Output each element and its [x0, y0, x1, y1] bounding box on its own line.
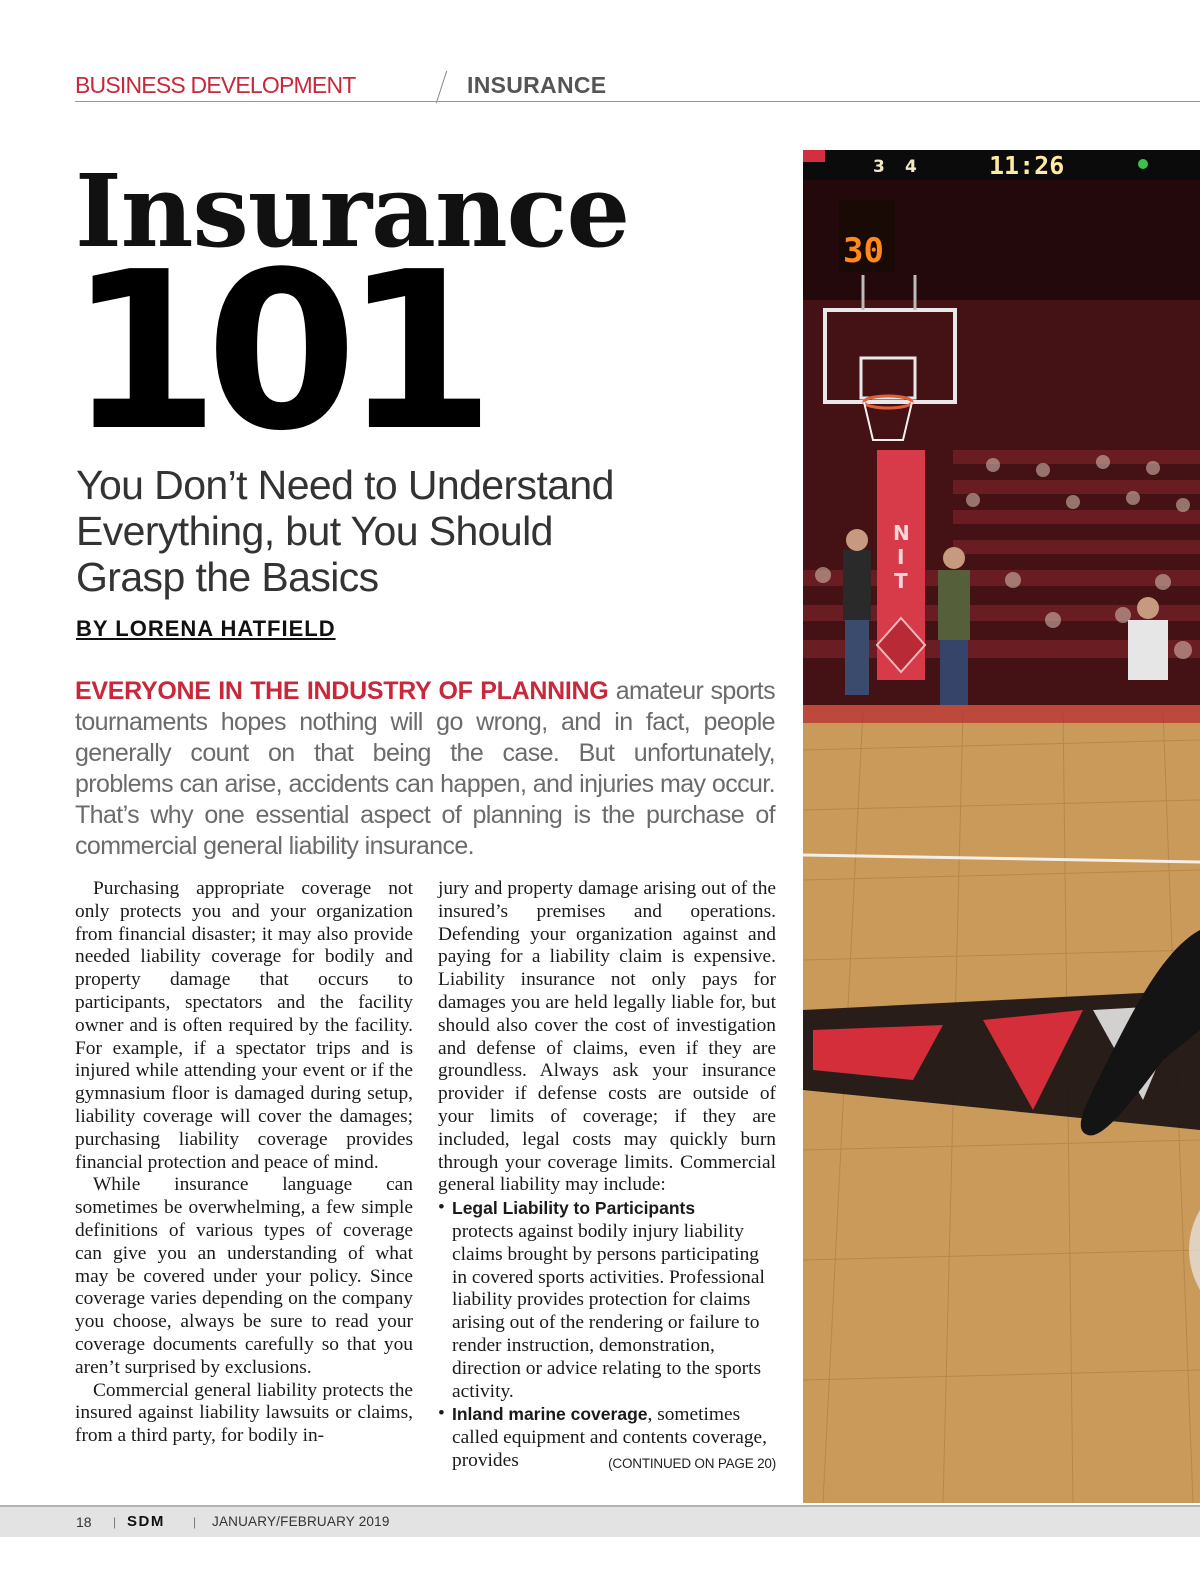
shot-clock-value: 30 [843, 231, 884, 271]
section-header [75, 68, 1200, 104]
arena-illustration [803, 150, 1200, 1503]
continued-note: (CONTINUED ON PAGE 20) [608, 1455, 776, 1471]
publication-name: SDM [127, 1513, 165, 1530]
bullet-icon: • [438, 1197, 445, 1219]
body-paragraph: Purchasing appropriate coverage not only protects you and your organization from financial disaster; it may also provide needed liability coverage for bodily and property damage that occurs to participants, spectators and the facility owner and is often required by the facility. For example, if a spectator trips and is injured while attending your event or if the gymnasium floor is damaged during setup, liability coverage will cover the damages; purchasing liability coverage provides financial protection and peace of mind. [75, 878, 413, 1173]
issue-date: JANUARY/FEBRUARY 2019 [212, 1514, 390, 1529]
subtitle-line: Everything, but You Should [76, 508, 553, 554]
svg-text:N: N [893, 521, 910, 545]
svg-text:I: I [897, 545, 905, 569]
bullet-icon: • [438, 1403, 445, 1425]
page-number: 18 [76, 1514, 92, 1530]
list-item-heading: Inland marine coverage [452, 1404, 648, 1425]
lede-lead-in: EVERYONE IN THE INDUSTRY OF PLANNING [75, 677, 609, 705]
list-item-heading: Legal Liability to Participants [452, 1198, 696, 1219]
list-item [438, 1197, 776, 1403]
footer-separator: | [113, 1515, 117, 1529]
subtitle-line: You Don’t Need to Understand [76, 462, 614, 508]
svg-text:4: 4 [905, 157, 917, 177]
body-column-right [438, 878, 776, 1476]
body-column-left [75, 878, 413, 1448]
section-divider [436, 71, 447, 104]
subsection-label: INSURANCE [467, 72, 607, 98]
article-title: Insurance [75, 152, 630, 270]
arena-photo [803, 150, 1200, 1503]
lede-text: amateur sports tournaments hopes nothing will go wrong, and in fact, people generally count on that being the case. But unfortunately, problems can arise, accidents can happen, and injuries may occur. That’s why one essential aspect of planning is the purchase of commercial general liability insurance. [75, 677, 776, 860]
article-title-number: 101 [68, 226, 482, 479]
game-clock: 11:26 [989, 151, 1065, 180]
list-item-text: protects against bodily injury liability claims brought by persons participating in covered sports activities. Professional liability provides protection for claims arising out of the rendering or failure to render instruction, demonstration, direction or advice relating to the sports activity. [452, 1220, 765, 1402]
header-rule [75, 101, 1200, 102]
svg-text:T: T [894, 569, 908, 593]
svg-text:3: 3 [873, 157, 885, 177]
section-label: BUSINESS DEVELOPMENT [75, 72, 356, 98]
body-paragraph: While insurance language can sometimes be overwhelming, a few simple definitions of various types of coverage can give you an understanding of what may be covered under your policy. Since coverage varies depending on the company you choose, always be sure to read your coverage documents carefully so that you aren’t surprised by exclusions. [75, 1174, 413, 1378]
subtitle-line: Grasp the Basics [76, 554, 379, 600]
page-footer [0, 1505, 1200, 1537]
lede-paragraph [75, 676, 775, 862]
article-subtitle [76, 462, 716, 600]
byline: BY LORENA HATFIELD [76, 616, 336, 641]
list-item-text: , sometimes called equipment and contents coverage, provides [452, 1404, 767, 1471]
footer-separator: | [193, 1515, 197, 1529]
body-paragraph: jury and property damage arising out of the insured’s premises and operations. Defending your organization against and paying for a liability claim is expensive. Liability insurance not only pays for damages you are held legally liable for, but should also cover the cost of investigation and defense of claims, even if they are groundless. Always ask your insurance provider if defense costs are outside of your limits of coverage; if they are included, legal costs may quickly burn through your coverage limits. Commercial general liability may include: [438, 878, 776, 1196]
list-item [438, 1403, 776, 1472]
body-paragraph: Commercial general liability protects the insured against liability lawsuits or claims, from a third party, for bodily in- [75, 1379, 413, 1447]
